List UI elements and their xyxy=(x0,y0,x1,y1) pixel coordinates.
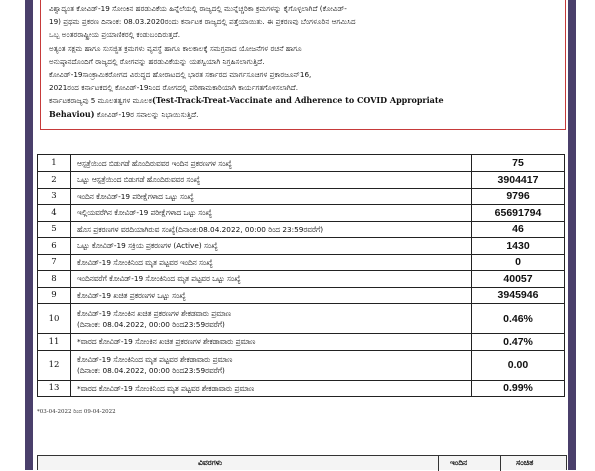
table-row xyxy=(38,287,565,304)
row-description xyxy=(71,287,472,304)
intro-line-3: ಒಬ್ಬ ಅಂತರರಾಷ್ಟ್ರೀಯ ಪ್ರಯಾಣಿಕರಲ್ಲಿ ಕಂಡುಬಂದಿರುತ್ತದೆ. xyxy=(49,30,181,40)
header-details: ವಿವರಗಳು xyxy=(198,458,223,467)
footnote: *03-04-2022 ರಿಂದ 09-04-2022 xyxy=(37,409,116,415)
header-cumulative: ಸಂಚಿತ xyxy=(516,458,534,467)
row-number: 9 xyxy=(38,287,71,304)
row-value: 46 xyxy=(472,221,565,238)
table-row xyxy=(38,205,565,222)
row-value: 0.47% xyxy=(472,334,565,351)
intro-line-4: ಅತ್ಯಂತ ಸಕ್ಷಮ ಹಾಗೂ ಸುಸಜ್ಜಿತ ಕ್ರಮಗಳು ವ್ಯವಸ್ಥೆ ಹಾಗೂ ಕಾಲಕಾಲಕ್ಕೆ ಸಮಗ್ರವಾದ ಯೋಜನೆಗಳ ರಚನೆ ಹಾಗೂ xyxy=(49,43,302,53)
bottom-table-header xyxy=(37,455,567,470)
header-divider xyxy=(500,456,501,471)
row-description-line: ಒಟ್ಟು ಆಸ್ಪತ್ರೆಯಿಂದ ಬಿಡುಗಡೆ ಹೊಂದಿರುವವರ ಸಂಖ್ಯೆ xyxy=(77,175,201,185)
intro-line-2: 19) ಪ್ರಥಮ ಪ್ರಕರಣ ದಿನಾಂಕ: 08.03.2020ರಂದು ಕರ್ನಾಟಕ ರಾಜ್ಯದಲ್ಲಿ ಪತ್ತೆಯಾಯಿತು. ಈ ಪ್ರಕರಣವು ಬೆಂಗಳೂರಿನ ಆಗಮಿಸಿದ xyxy=(49,17,356,27)
row-description-line: ಇಂದಿನವರೆಗೆ ಕೋವಿಡ್-19 ಸೋಂಕಿನಿಂದ ಮೃತ ಪಟ್ಟವರ ಒಟ್ಟು ಸಂಖ್ಯೆ xyxy=(77,274,241,284)
intro-line-8-kannada: ಕರ್ನಾಟಕರಾಜ್ಯವು 5 ಮೂಲತತ್ವಗಳ ಮೂಲಕ xyxy=(49,96,152,106)
row-number: 2 xyxy=(38,172,71,189)
row-description xyxy=(71,205,472,222)
table-row xyxy=(38,380,565,397)
intro-line-9-english: Behaviou) xyxy=(49,108,95,119)
row-value: 75 xyxy=(472,155,565,172)
row-description-line: ಹೊಸ ಪ್ರಕರಣಗಳ ವರದಿಯಾಗಿರುವ ಸಂಖ್ಯೆ(ದಿನಾಂಕ:08.04.2022, 00:00 ರಿಂದ 23:59ರವರೆಗೆ) xyxy=(77,224,324,234)
row-description xyxy=(71,221,472,238)
row-number: 5 xyxy=(38,221,71,238)
row-description-line: ಕೋವಿಡ್-19 ಖಚಿತ ಪ್ರಕರಣಗಳ ಒಟ್ಟು ಸಂಖ್ಯೆ xyxy=(77,290,186,300)
row-value: 0.00 xyxy=(472,350,565,380)
row-number: 10 xyxy=(38,304,71,334)
row-description-line: ಇಂದಿನ ಕೋವಿಡ್-19 ಪರೀಕ್ಷೆಗಳಾದ ಒಟ್ಟು ಸಂಖ್ಯೆ xyxy=(77,191,194,201)
row-number: 4 xyxy=(38,205,71,222)
intro-line-7: 2021ರಂದ ಕರ್ನಾಟಕದಲ್ಲಿ ಕೋವಿಡ್-19ನಿಂದ ರೋಗದಲ್ಲಿ ಪರಿಣಾಮಕಾರಿಯಾಗಿ ಕಾರ್ಯಗತಗೊಳಿಸಲಾಗಿದೆ. xyxy=(49,83,299,93)
intro-line-8 xyxy=(49,94,559,107)
table-row xyxy=(38,172,565,189)
row-value: 40057 xyxy=(472,271,565,288)
table-row xyxy=(38,238,565,255)
row-description xyxy=(71,155,472,172)
row-description-date: (ದಿನಾಂಕ: 08.04.2022, 00:00 ರಿಂದ23:59ರವರೆಗೆ) xyxy=(77,366,225,375)
row-number: 13 xyxy=(38,380,71,397)
row-description-line: *ವಾರದ ಕೋವಿಡ್-19 ಸೋಂಕಿನಿಂದ ಮೃತ ಪಟ್ಟವರ ಶೇಕಡಾವಾರು ಪ್ರಮಾಣ xyxy=(77,383,255,393)
intro-line-5: ಅನುಷ್ಠಾನದೊಂದಿಗೆ ರಾಜ್ಯದಲ್ಲಿ ರೋಗವನ್ನು ಹರಡುವಿಕೆಯನ್ನು ಯಶಸ್ವಿಯಾಗಿ ನಿಗ್ರಹಿಸಲಾಗುತ್ತಿದೆ. xyxy=(49,56,265,66)
row-number: 8 xyxy=(38,271,71,288)
row-description xyxy=(71,254,472,271)
row-number: 3 xyxy=(38,188,71,205)
intro-text-box xyxy=(40,0,566,130)
intro-line-6: ಕೋವಿಡ್-19ಸಾಂಕ್ರಾಮಿಕರೋಗದ ವಿರುದ್ಧದ ಹೋರಾಟದಲ್ಲಿ ಭಾರತ ಸರ್ಕಾರದ ಮಾರ್ಗಸೂಚಿಗಳ ಪ್ರಕಾರಜೂನ್16, xyxy=(49,70,312,80)
row-description xyxy=(71,350,472,380)
row-description-date: (ದಿನಾಂಕ: 08.04.2022, 00:00 ರಿಂದ23:59ರವರೆಗೆ) xyxy=(77,319,225,329)
table-row xyxy=(38,304,565,334)
row-description-line: ಇಲ್ಲಿಯವರೆಗಿನ ಕೋವಿಡ್-19 ಪರೀಕ್ಷೆಗಳಾದ ಒಟ್ಟು ಸಂಖ್ಯೆ xyxy=(77,208,212,218)
table-row xyxy=(38,271,565,288)
row-number: 7 xyxy=(38,254,71,271)
row-number: 11 xyxy=(38,334,71,351)
right-border-bar xyxy=(568,0,576,470)
row-value: 0 xyxy=(472,254,565,271)
table-row xyxy=(38,254,565,271)
covid-stats-table xyxy=(37,154,565,397)
intro-line-1: ವಿಶ್ವಾದ್ಯಂತ ಕೋವಿಡ್-19 ಸೋಂಕಿನ ಹರಡುವಿಕೆಯ ಹಿನ್ನೆಲೆಯಲ್ಲಿ ರಾಜ್ಯದಲ್ಲಿ ಮುನ್ನೆಚ್ಚರಿಕಾ ಕ್ರಮಗಳನ್ನು ಕೈಗೊಳ್ಳಲಾಗಿದೆ (ಕೋವಿಡ್- xyxy=(49,4,347,13)
row-description xyxy=(71,172,472,189)
row-description-line: ಒಟ್ಟು ಕೋವಿಡ್-19 ಸಕ್ರಿಯ ಪ್ರಕರಣಗಳ (Active) ಸಂಖ್ಯೆ xyxy=(77,241,218,251)
row-value: 3945946 xyxy=(472,287,565,304)
row-description-line: ಕೋವಿಡ್-19 ಸೋಂಕಿನಿಂದ ಮೃತ ಪಟ್ಟವರ ಶೇಕಡಾವಾರು ಪ್ರಮಾಣ xyxy=(77,355,233,364)
header-divider xyxy=(438,456,439,471)
row-value: 0.46% xyxy=(472,304,565,334)
row-number: 1 xyxy=(38,155,71,172)
table-row xyxy=(38,188,565,205)
intro-line-8-english: (Test-Track-Treat-Vaccinate and Adherence to COVID Appropriate xyxy=(151,95,444,106)
row-description xyxy=(71,188,472,205)
row-value: 9796 xyxy=(472,188,565,205)
row-value: 1430 xyxy=(472,238,565,255)
row-description xyxy=(71,304,472,334)
row-number: 12 xyxy=(38,350,71,380)
header-today: ಇಂದಿನ xyxy=(450,458,468,467)
row-description-line: *ವಾರದ ಕೋವಿಡ್-19 ಸೋಂಕಿನ ಖಚಿತ ಪ್ರಕರಣಗಳ ಶೇಕಡಾವಾರು ಪ್ರಮಾಣ xyxy=(77,337,256,347)
row-value: 0.99% xyxy=(472,380,565,397)
row-description xyxy=(71,238,472,255)
row-value: 65691794 xyxy=(472,205,565,222)
table-row xyxy=(38,350,565,380)
row-description-line: ಆಸ್ಪತ್ರೆಯಿಂದ ಬಿಡುಗಡೆ ಹೊಂದಿರುವವರ ಇಂದಿನ ಪ್ರಕರಣಗಳ ಸಂಖ್ಯೆ xyxy=(77,158,232,168)
table-row xyxy=(38,221,565,238)
table-row xyxy=(38,155,565,172)
left-border-bar xyxy=(25,0,33,470)
table-row xyxy=(38,334,565,351)
row-description xyxy=(71,380,472,397)
intro-line-9 xyxy=(49,108,559,121)
row-value: 3904417 xyxy=(472,172,565,189)
row-description-line: ಕೋವಿಡ್-19 ಸೋಂಕಿನ ಖಚಿತ ಪ್ರಕರಣಗಳ ಶೇಕಡವಾರು ಪ್ರಮಾಣ xyxy=(77,308,231,318)
intro-line-9-kannada: ಕೋವಿಡ್-19ರ ಸವಾಲನ್ನು ನಿಭಾಯಿಸುತ್ತಿದೆ. xyxy=(96,109,199,119)
row-number: 6 xyxy=(38,238,71,255)
row-description-line: ಕೋವಿಡ್-19 ಸೋಂಕಿನಿಂದ ಮೃತ ಪಟ್ಟವರ ಇಂದಿನ ಸಂಖ್ಯೆ xyxy=(77,257,213,267)
row-description xyxy=(71,334,472,351)
row-description xyxy=(71,271,472,288)
